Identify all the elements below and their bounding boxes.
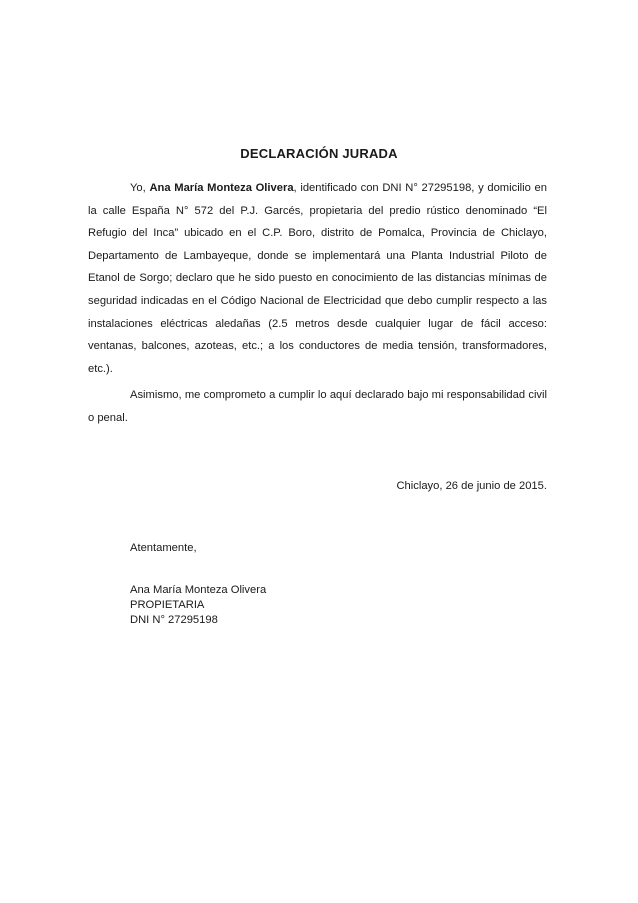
signature-dni: DNI N° 27295198	[130, 614, 218, 626]
commitment-paragraph: Asimismo, me comprometo a cumplir lo aquí declarado bajo mi responsabilidad civil o penal.	[88, 389, 547, 424]
declarant-name: Ana María Monteza Olivera	[149, 182, 294, 194]
signature-role: PROPIETARIA	[130, 599, 205, 611]
paragraph-intro: Yo,	[130, 182, 150, 194]
declaration-paragraph	[88, 177, 547, 380]
signature-name: Ana María Monteza Olivera	[130, 584, 267, 596]
paragraph-body: , identificado con DNI N° 27295198, y domicilio en la calle España N° 572 del P.J. Garcés, propietaria del predio rústico denominado “El Refugio del Inca” ubicado en el C.P. Boro, distrito de Pomalca, Provincia de Chiclayo, Departamento de Lambayeque, donde se implementará una Planta Industrial Piloto de Etanol de Sorgo; declaro que he sido puesto en conocimiento de las distancias mínimas de seguridad indicadas en el Código Nacional de Electricidad que debo cumplir respecto a las instalaciones eléctricas aledañas (2.5 metros desde cualquier lugar de fácil acceso: ventanas, balcones, azoteas, etc.; a los conductores de media tensión, transformadores, etc.).	[88, 182, 548, 375]
date-line: Chiclayo, 26 de junio de 2015.	[396, 480, 547, 492]
document-title: DECLARACIÓN JURADA	[240, 146, 398, 161]
closing-text: Atentamente,	[130, 542, 197, 554]
signature-block	[130, 583, 266, 628]
